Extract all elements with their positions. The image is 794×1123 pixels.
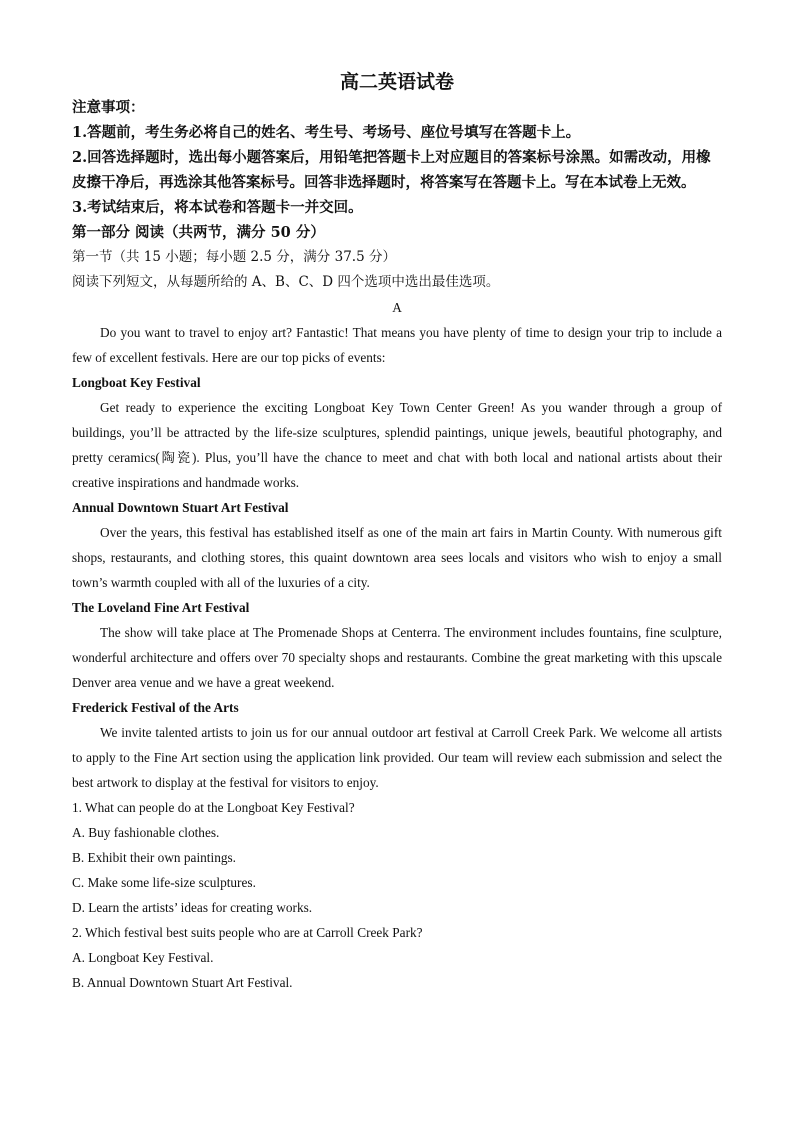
festival-text-frederick: We invite talented artists to join us for our annual outdoor art festival at Carroll Creek Park. We welcome all artists to apply to the Fine Art section using the application link provided. Our team will review each submission and select the best artwork to display at the festival for visitors to enjoy.	[72, 725, 722, 790]
festival-text-loveland: The show will take place at The Promenade Shops at Centerra. The environment includes fountains, fine sculpture, wonderful architecture and offers over 70 specialty shops and restaurants. Combine the great marketing with this upscale Denver area venue and we have a great weekend.	[72, 625, 722, 690]
notice-item-1: 1.答题前，考生务必将自己的姓名、考生号、考场号、座位号填写在答题卡上。	[72, 124, 581, 141]
passage-intro: Do you want to travel to enjoy art? Fantastic! That means you have plenty of time to design your trip to include a few of excellent festivals. Here are our top picks of events:	[72, 325, 722, 365]
question-2	[72, 920, 722, 995]
answer-option[interactable]: B. Annual Downtown Stuart Art Festival.	[72, 975, 293, 990]
festival-title-loveland: The Loveland Fine Art Festival	[72, 600, 250, 615]
section1-heading: 第一节（共 15 小题；每小题 2.5 分，满分 37.5 分）	[72, 249, 396, 265]
notice-item-2: 2.回答选择题时，选出每小题答案后，用铅笔把答题卡上对应题目的答案标号涂黑。如需改动，用橡皮擦干净后，再选涂其他答案标号。回答非选择题时，将答案写在答题卡上。写在本试卷上无效。	[72, 149, 711, 191]
part1-header	[72, 220, 722, 295]
festival-text-longboat: Get ready to experience the exciting Longboat Key Town Center Green! As you wander through a group of buildings, you’ll be attracted by the life-size sculptures, splendid paintings, unique jewels, beautiful photography, and pretty ceramics(陶瓷). Plus, you’ll have the chance to meet and chat with both local and national artists about their creative inspirations and handmade works.	[72, 400, 722, 490]
section1-instruction: 阅读下列短文，从每题所给的 A、B、C、D 四个选项中选出最佳选项。	[72, 274, 500, 290]
passage-a	[72, 295, 722, 795]
festival-title-longboat: Longboat Key Festival	[72, 375, 201, 390]
question-stem: 1. What can people do at the Longboat Key Festival?	[72, 800, 355, 815]
festival-title-frederick: Frederick Festival of the Arts	[72, 700, 239, 715]
notice-section	[72, 96, 722, 220]
answer-option[interactable]: B. Exhibit their own paintings.	[72, 850, 236, 865]
answer-option[interactable]: A. Buy fashionable clothes.	[72, 825, 220, 840]
answer-option[interactable]: D. Learn the artists’ ideas for creating works.	[72, 900, 313, 915]
page-title: 高二英语试卷	[339, 71, 454, 93]
part1-heading: 第一部分 阅读（共两节，满分 50 分）	[72, 224, 325, 241]
passage-letter: A	[392, 300, 402, 315]
notice-heading: 注意事项：	[72, 99, 145, 116]
question-1	[72, 795, 722, 920]
answer-option[interactable]: C. Make some life-size sculptures.	[72, 875, 256, 890]
festival-title-stuart: Annual Downtown Stuart Art Festival	[72, 500, 289, 515]
notice-item-3: 3.考试结束后，将本试卷和答题卡一并交回。	[72, 199, 363, 216]
question-stem: 2. Which festival best suits people who are at Carroll Creek Park?	[72, 925, 423, 940]
festival-text-stuart: Over the years, this festival has established itself as one of the main art fairs in Martin County. With numerous gift shops, restaurants, and clothing stores, this quaint downtown area sees locals and visitors who wish to enjoy a small town’s warmth coupled with all of the luxuries of a city.	[72, 525, 722, 590]
answer-option[interactable]: A. Longboat Key Festival.	[72, 950, 214, 965]
